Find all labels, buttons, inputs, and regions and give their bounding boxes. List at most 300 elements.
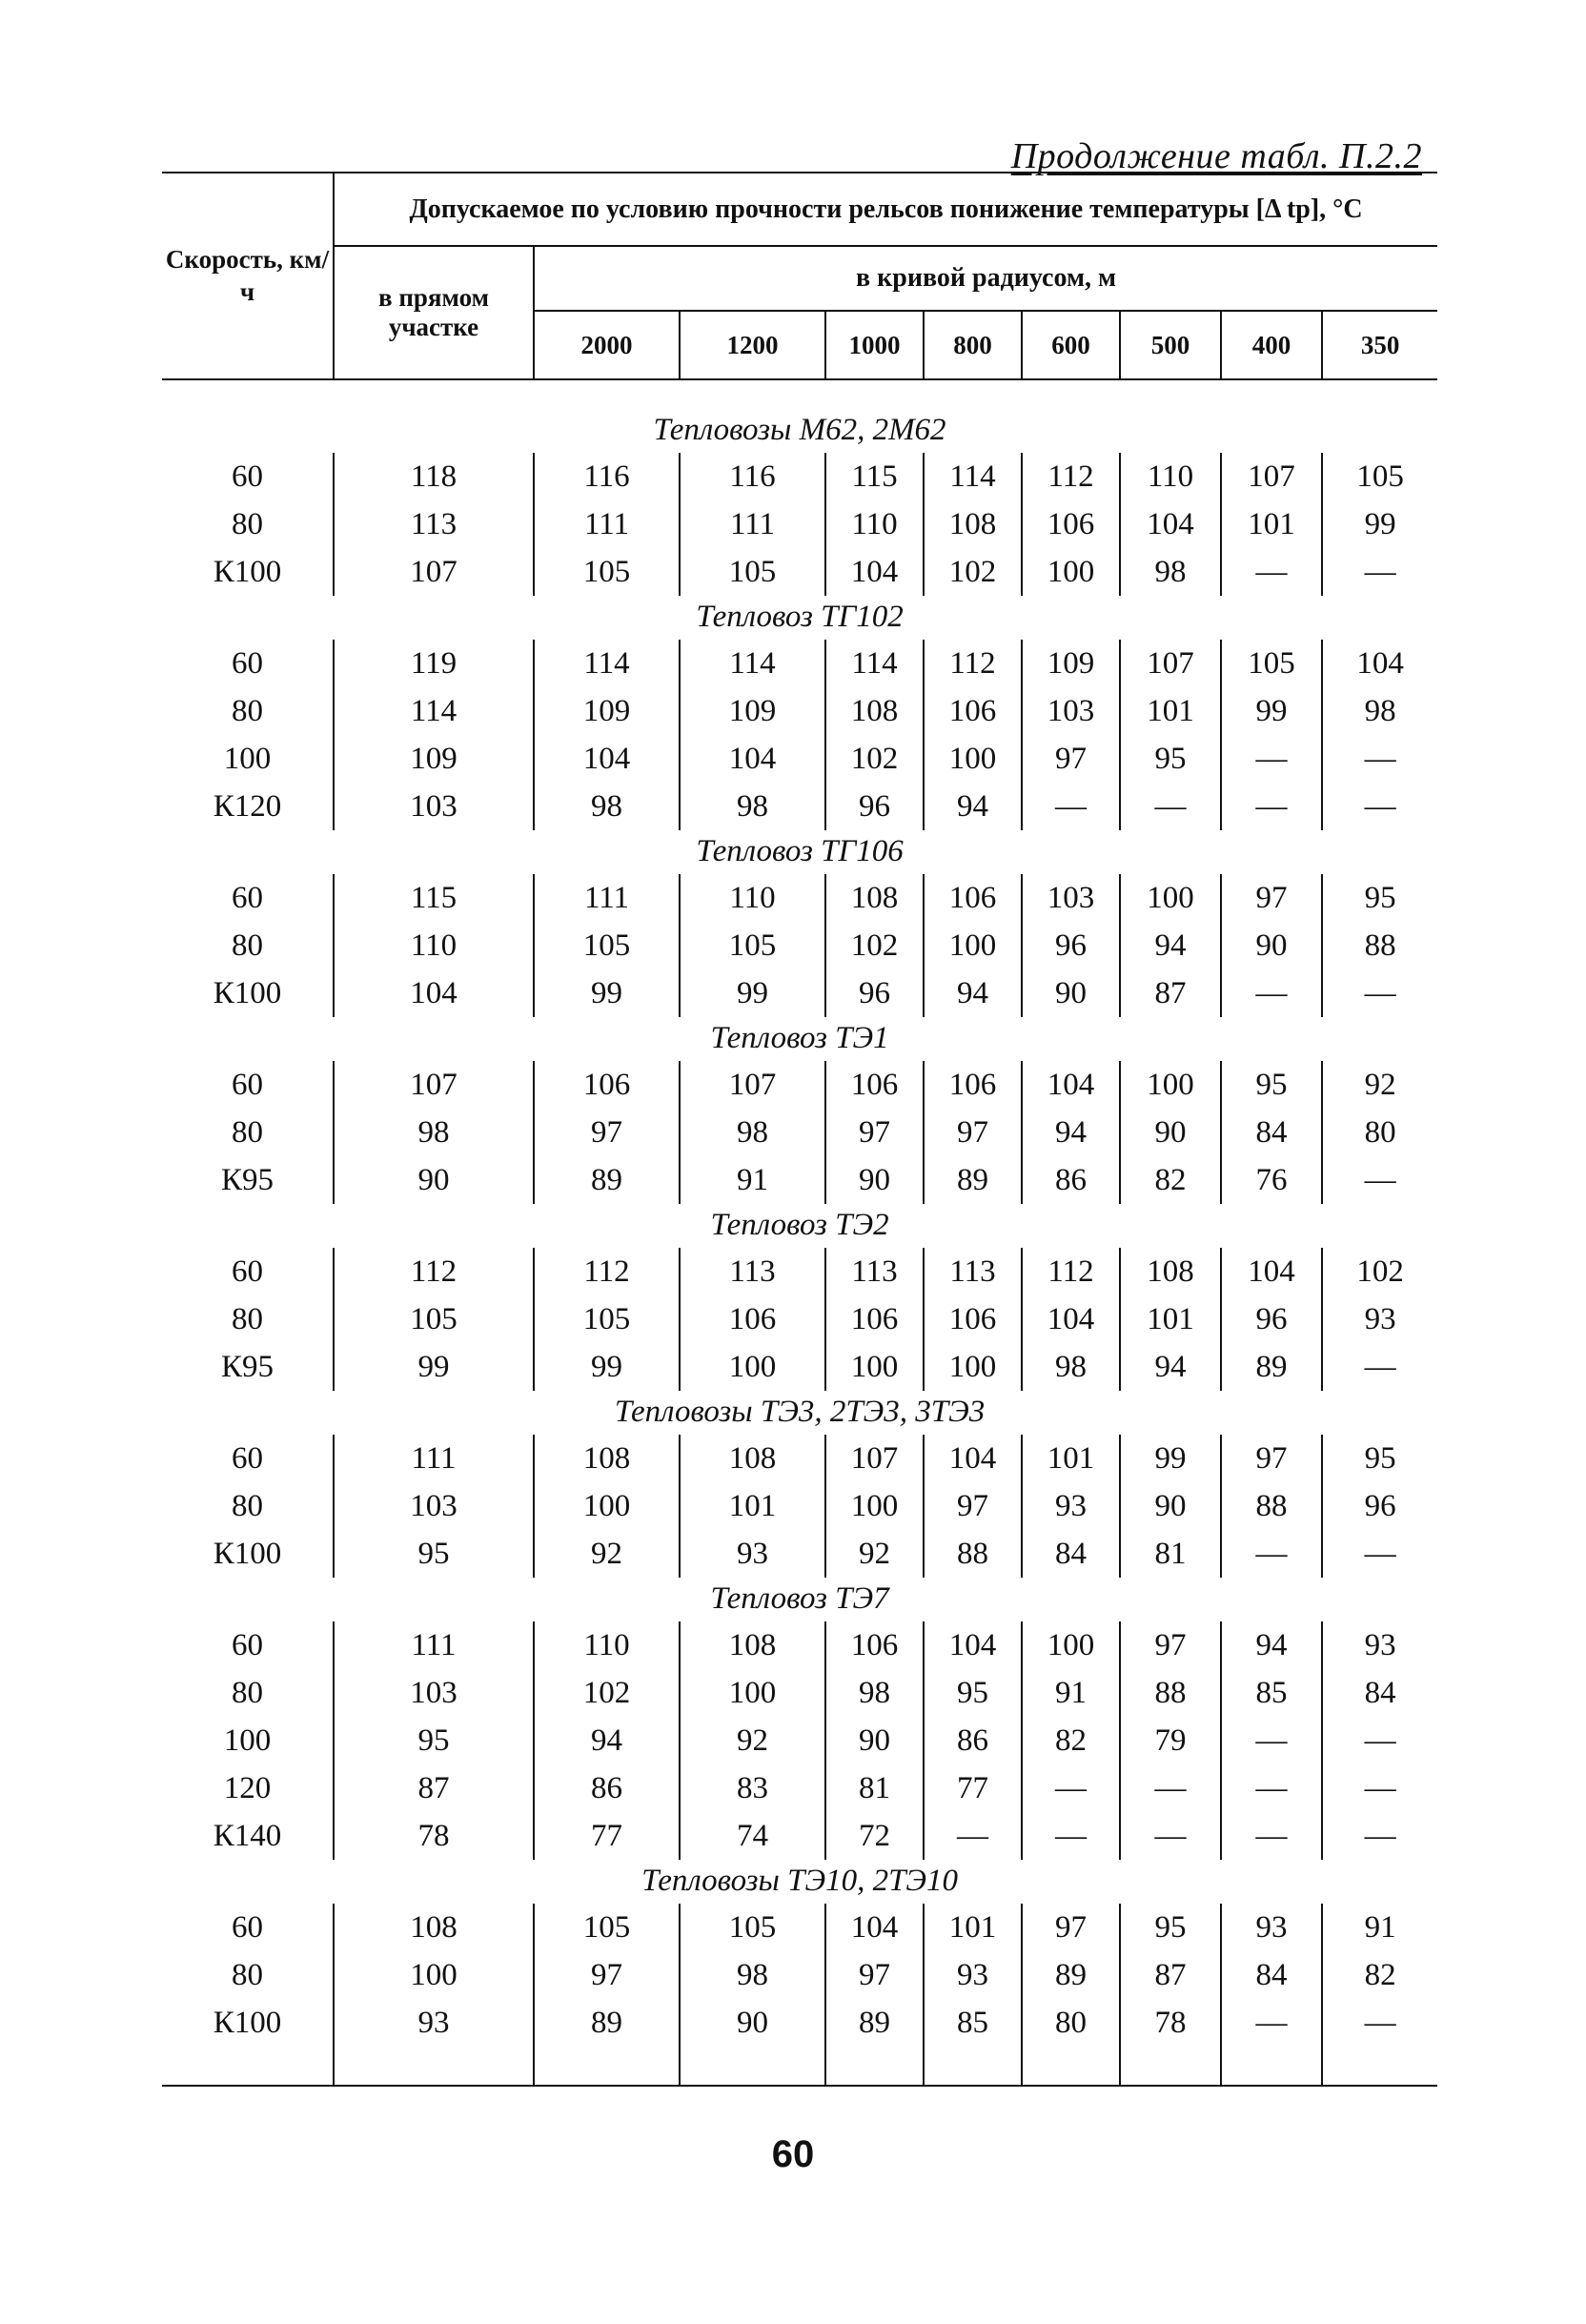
value-cell: 96 — [825, 969, 924, 1017]
header-radius: 1200 — [680, 311, 825, 379]
value-cell: — — [1221, 1999, 1322, 2047]
table-row — [162, 548, 1437, 596]
group-header-row — [162, 1204, 1437, 1248]
value-cell: 104 — [924, 1435, 1022, 1482]
table-row — [162, 1530, 1437, 1578]
value-cell: 114 — [334, 687, 534, 735]
table-row — [162, 922, 1437, 969]
value-cell: 114 — [825, 640, 924, 687]
value-cell: 104 — [825, 1904, 924, 1951]
value-cell: 86 — [534, 1764, 680, 1812]
value-cell: 96 — [1221, 1295, 1322, 1343]
value-cell: 78 — [334, 1812, 534, 1860]
table-row — [162, 500, 1437, 548]
value-cell: 119 — [334, 640, 534, 687]
value-cell: 100 — [1022, 1621, 1120, 1669]
value-cell: 93 — [1221, 1904, 1322, 1951]
value-cell: 94 — [1120, 922, 1221, 969]
value-cell: 108 — [534, 1435, 680, 1482]
value-cell: 82 — [1322, 1951, 1437, 1999]
value-cell: 89 — [924, 1156, 1022, 1204]
speed-cell: 80 — [232, 506, 263, 541]
value-cell: 90 — [825, 1717, 924, 1764]
group-title: Тепловоз ТЭ1 — [710, 1020, 889, 1055]
value-cell: 84 — [1221, 1951, 1322, 1999]
group-header-row — [162, 1860, 1437, 1904]
header-straight: в прямом участке — [334, 246, 534, 379]
value-cell: 94 — [924, 783, 1022, 830]
value-cell: 85 — [1221, 1669, 1322, 1717]
value-cell: 86 — [924, 1717, 1022, 1764]
value-cell: 115 — [825, 453, 924, 500]
speed-cell: К120 — [213, 788, 282, 824]
value-cell: 111 — [680, 500, 825, 548]
value-cell: 87 — [334, 1764, 534, 1812]
value-cell: 108 — [334, 1904, 534, 1951]
value-cell: 109 — [534, 687, 680, 735]
value-cell: 90 — [1022, 969, 1120, 1017]
value-cell: 102 — [825, 922, 924, 969]
value-cell: 106 — [924, 687, 1022, 735]
value-cell: 88 — [924, 1530, 1022, 1578]
value-cell: — — [1322, 1156, 1437, 1204]
header-spacer — [162, 379, 1437, 409]
value-cell: 95 — [1120, 1904, 1221, 1951]
value-cell: 108 — [825, 874, 924, 922]
header-radius: 500 — [1120, 311, 1221, 379]
value-cell: 101 — [1120, 1295, 1221, 1343]
value-cell: 100 — [1120, 874, 1221, 922]
value-cell: 84 — [1022, 1530, 1120, 1578]
value-cell: 84 — [1221, 1109, 1322, 1156]
value-cell: 94 — [1120, 1343, 1221, 1391]
value-cell: 102 — [534, 1669, 680, 1717]
value-cell: 113 — [680, 1248, 825, 1295]
table-row — [162, 1951, 1437, 1999]
group-title: Тепловозы ТЭ10, 2ТЭ10 — [641, 1863, 959, 1898]
value-cell: 95 — [1322, 1435, 1437, 1482]
table-row — [162, 453, 1437, 500]
value-cell: 105 — [680, 922, 825, 969]
value-cell: 91 — [1322, 1904, 1437, 1951]
value-cell: 91 — [680, 1156, 825, 1204]
speed-cell: К100 — [213, 554, 282, 589]
value-cell: 92 — [534, 1530, 680, 1578]
value-cell: 107 — [825, 1435, 924, 1482]
group-header-row — [162, 1578, 1437, 1621]
value-cell: 104 — [334, 969, 534, 1017]
value-cell: — — [1120, 1812, 1221, 1860]
value-cell: 99 — [534, 969, 680, 1017]
value-cell: 104 — [534, 735, 680, 783]
table-row — [162, 1248, 1437, 1295]
value-cell: 100 — [825, 1343, 924, 1391]
speed-cell: 80 — [232, 1488, 263, 1523]
value-cell: 95 — [924, 1669, 1022, 1717]
table-row — [162, 874, 1437, 922]
table-row — [162, 1435, 1437, 1482]
value-cell: 97 — [1221, 874, 1322, 922]
value-cell: — — [924, 1812, 1022, 1860]
value-cell: 87 — [1120, 1951, 1221, 1999]
table-row — [162, 1904, 1437, 1951]
value-cell: 105 — [334, 1295, 534, 1343]
value-cell: 107 — [1120, 640, 1221, 687]
value-cell: 92 — [825, 1530, 924, 1578]
table-row — [162, 1343, 1437, 1391]
value-cell: 90 — [825, 1156, 924, 1204]
value-cell: 106 — [534, 1061, 680, 1109]
value-cell: 99 — [534, 1343, 680, 1391]
value-cell: 92 — [680, 1717, 825, 1764]
table-row — [162, 1717, 1437, 1764]
value-cell: 99 — [334, 1343, 534, 1391]
value-cell: 100 — [680, 1669, 825, 1717]
value-cell: 110 — [334, 922, 534, 969]
value-cell: 97 — [1221, 1435, 1322, 1482]
table-row — [162, 1109, 1437, 1156]
value-cell: 101 — [924, 1904, 1022, 1951]
value-cell: 89 — [534, 1999, 680, 2047]
temperature-table — [162, 172, 1437, 2087]
speed-cell: 80 — [232, 1301, 263, 1336]
value-cell: — — [1322, 969, 1437, 1017]
value-cell: — — [1022, 1764, 1120, 1812]
value-cell: 108 — [680, 1621, 825, 1669]
value-cell: 100 — [334, 1951, 534, 1999]
value-cell: 104 — [924, 1621, 1022, 1669]
value-cell: 93 — [924, 1951, 1022, 1999]
value-cell: 99 — [1221, 687, 1322, 735]
value-cell: 104 — [1322, 640, 1437, 687]
value-cell: 100 — [924, 735, 1022, 783]
value-cell: 115 — [334, 874, 534, 922]
speed-cell: 80 — [232, 928, 263, 963]
value-cell: — — [1322, 548, 1437, 596]
value-cell: 114 — [680, 640, 825, 687]
value-cell: 98 — [534, 783, 680, 830]
value-cell: — — [1322, 1530, 1437, 1578]
value-cell: 93 — [680, 1530, 825, 1578]
value-cell: 109 — [1022, 640, 1120, 687]
value-cell: 74 — [680, 1812, 825, 1860]
value-cell: — — [1022, 1812, 1120, 1860]
speed-cell: К95 — [220, 1349, 274, 1384]
value-cell: — — [1322, 1717, 1437, 1764]
value-cell: 107 — [334, 1061, 534, 1109]
value-cell: 77 — [924, 1764, 1022, 1812]
value-cell: 108 — [825, 687, 924, 735]
speed-cell: 60 — [232, 1440, 263, 1476]
table-row — [162, 1764, 1437, 1812]
value-cell: 90 — [1221, 922, 1322, 969]
table-body — [162, 379, 1437, 2086]
value-cell: 89 — [825, 1999, 924, 2047]
value-cell: 105 — [680, 1904, 825, 1951]
value-cell: 83 — [680, 1764, 825, 1812]
group-header-row — [162, 409, 1437, 453]
value-cell: 105 — [534, 548, 680, 596]
value-cell: 98 — [1022, 1343, 1120, 1391]
value-cell: 82 — [1022, 1717, 1120, 1764]
value-cell: — — [1221, 548, 1322, 596]
table-row — [162, 687, 1437, 735]
value-cell: 82 — [1120, 1156, 1221, 1204]
value-cell: 97 — [534, 1109, 680, 1156]
value-cell: 112 — [534, 1248, 680, 1295]
header-curve: в кривой радиусом, м — [534, 246, 1437, 311]
table-row — [162, 1295, 1437, 1343]
value-cell: 100 — [924, 922, 1022, 969]
value-cell: 103 — [1022, 687, 1120, 735]
value-cell: 109 — [680, 687, 825, 735]
value-cell: 84 — [1322, 1669, 1437, 1717]
speed-cell: 60 — [232, 1067, 263, 1102]
value-cell: — — [1322, 735, 1437, 783]
value-cell: 80 — [1022, 1999, 1120, 2047]
value-cell: 90 — [1120, 1109, 1221, 1156]
speed-cell: 60 — [232, 1909, 263, 1945]
value-cell: 97 — [924, 1109, 1022, 1156]
group-title: Тепловозы ТЭ3, 2ТЭ3, 3ТЭ3 — [614, 1394, 986, 1429]
value-cell: 81 — [825, 1764, 924, 1812]
value-cell: — — [1322, 783, 1437, 830]
value-cell: 98 — [1120, 548, 1221, 596]
value-cell: 97 — [534, 1951, 680, 1999]
value-cell: 94 — [924, 969, 1022, 1017]
group-title: Тепловоз ТЭ2 — [710, 1207, 889, 1242]
value-cell: 106 — [924, 1295, 1022, 1343]
value-cell: — — [1022, 783, 1120, 830]
group-header-row — [162, 1391, 1437, 1435]
value-cell: 106 — [1022, 500, 1120, 548]
value-cell: 96 — [1322, 1482, 1437, 1530]
table-continuation-caption: Продолжение табл. П.2.2 — [1010, 136, 1422, 176]
value-cell: 105 — [1221, 640, 1322, 687]
speed-cell: К95 — [220, 1162, 274, 1197]
value-cell: — — [1221, 969, 1322, 1017]
speed-cell: 120 — [223, 1770, 272, 1805]
group-title: Тепловозы М62, 2М62 — [653, 412, 946, 447]
value-cell: 108 — [924, 500, 1022, 548]
value-cell: 102 — [825, 735, 924, 783]
speed-cell: 80 — [232, 693, 263, 728]
value-cell: 104 — [1221, 1248, 1322, 1295]
speed-cell: К100 — [213, 1536, 282, 1571]
table-row — [162, 640, 1437, 687]
value-cell: 95 — [1120, 735, 1221, 783]
speed-cell: 60 — [232, 645, 263, 681]
table-row — [162, 1669, 1437, 1717]
header-radius: 1000 — [825, 311, 924, 379]
table-header — [162, 173, 1437, 379]
header-radius: 2000 — [534, 311, 680, 379]
group-header-row — [162, 596, 1437, 640]
header-radius: 600 — [1022, 311, 1120, 379]
bottom-rule — [162, 2047, 1437, 2086]
header-radius: 400 — [1221, 311, 1322, 379]
value-cell: 99 — [680, 969, 825, 1017]
value-cell: 106 — [825, 1621, 924, 1669]
value-cell: 101 — [1022, 1435, 1120, 1482]
value-cell: — — [1221, 1717, 1322, 1764]
value-cell: 93 — [1322, 1295, 1437, 1343]
speed-cell: 80 — [232, 1675, 263, 1710]
value-cell: 96 — [1022, 922, 1120, 969]
value-cell: 98 — [680, 783, 825, 830]
value-cell: 105 — [534, 1295, 680, 1343]
group-header-row — [162, 830, 1437, 874]
value-cell: 94 — [1221, 1621, 1322, 1669]
value-cell: 94 — [534, 1717, 680, 1764]
value-cell: 77 — [534, 1812, 680, 1860]
value-cell: 110 — [680, 874, 825, 922]
value-cell: 113 — [825, 1248, 924, 1295]
value-cell: 97 — [1022, 735, 1120, 783]
value-cell: 88 — [1120, 1669, 1221, 1717]
value-cell: 93 — [334, 1999, 534, 2047]
value-cell: 114 — [534, 640, 680, 687]
value-cell: 106 — [825, 1061, 924, 1109]
value-cell: 118 — [334, 453, 534, 500]
value-cell: 90 — [680, 1999, 825, 2047]
value-cell: 97 — [825, 1109, 924, 1156]
value-cell: 101 — [1120, 687, 1221, 735]
value-cell: 100 — [534, 1482, 680, 1530]
value-cell: 111 — [534, 500, 680, 548]
page-number: 60 — [771, 2133, 815, 2175]
table-row — [162, 735, 1437, 783]
value-cell: 112 — [334, 1248, 534, 1295]
group-title: Тепловоз ТГ102 — [696, 599, 904, 634]
value-cell: 104 — [1120, 500, 1221, 548]
speed-cell: 60 — [232, 880, 263, 915]
table-row — [162, 783, 1437, 830]
speed-cell: 100 — [223, 741, 272, 776]
value-cell: 107 — [334, 548, 534, 596]
value-cell: 114 — [924, 453, 1022, 500]
value-cell: 98 — [334, 1109, 534, 1156]
value-cell: 116 — [534, 453, 680, 500]
table-row — [162, 1999, 1437, 2047]
value-cell: 81 — [1120, 1530, 1221, 1578]
value-cell: 110 — [825, 500, 924, 548]
value-cell: 100 — [680, 1343, 825, 1391]
value-cell: 102 — [1322, 1248, 1437, 1295]
value-cell: 98 — [680, 1951, 825, 1999]
speed-cell: 60 — [232, 1254, 263, 1289]
speed-cell: 60 — [232, 459, 263, 494]
value-cell: — — [1221, 1530, 1322, 1578]
group-header-row — [162, 1017, 1437, 1061]
value-cell: 100 — [1120, 1061, 1221, 1109]
value-cell: 103 — [334, 783, 534, 830]
value-cell: 97 — [1120, 1621, 1221, 1669]
value-cell: 103 — [1022, 874, 1120, 922]
table-row — [162, 1621, 1437, 1669]
value-cell: 100 — [1022, 548, 1120, 596]
value-cell: — — [1322, 1343, 1437, 1391]
value-cell: 76 — [1221, 1156, 1322, 1204]
value-cell: 97 — [1022, 1904, 1120, 1951]
value-cell: 104 — [1022, 1061, 1120, 1109]
value-cell: 105 — [680, 548, 825, 596]
value-cell: 89 — [1221, 1343, 1322, 1391]
value-cell: 106 — [924, 1061, 1022, 1109]
value-cell: 100 — [924, 1343, 1022, 1391]
value-cell: 88 — [1221, 1482, 1322, 1530]
value-cell: 104 — [825, 548, 924, 596]
value-cell: 110 — [534, 1621, 680, 1669]
table-row — [162, 969, 1437, 1017]
speed-cell: К100 — [213, 975, 282, 1010]
value-cell: 87 — [1120, 969, 1221, 1017]
value-cell: — — [1120, 783, 1221, 830]
value-cell: 113 — [334, 500, 534, 548]
value-cell: — — [1322, 1812, 1437, 1860]
value-cell: 107 — [680, 1061, 825, 1109]
value-cell: 95 — [334, 1530, 534, 1578]
value-cell: 106 — [680, 1295, 825, 1343]
value-cell: — — [1120, 1764, 1221, 1812]
value-cell: 108 — [680, 1435, 825, 1482]
value-cell: 103 — [334, 1482, 534, 1530]
value-cell: 98 — [825, 1669, 924, 1717]
table-row — [162, 1482, 1437, 1530]
value-cell: — — [1221, 783, 1322, 830]
value-cell: — — [1322, 1999, 1437, 2047]
value-cell: 104 — [680, 735, 825, 783]
header-speed: Скорость, км/ч — [162, 173, 334, 379]
value-cell: 100 — [825, 1482, 924, 1530]
value-cell: 99 — [1322, 500, 1437, 548]
value-cell: 89 — [1022, 1951, 1120, 1999]
header-radius: 350 — [1322, 311, 1437, 379]
value-cell: 97 — [924, 1482, 1022, 1530]
table-row — [162, 1061, 1437, 1109]
value-cell: 99 — [1120, 1435, 1221, 1482]
value-cell: 108 — [1120, 1248, 1221, 1295]
group-title: Тепловоз ТГ106 — [696, 833, 904, 868]
speed-cell: К100 — [213, 2005, 282, 2040]
value-cell: 93 — [1022, 1482, 1120, 1530]
header-main: Допускаемое по условию прочности рельсов понижение температуры [Δ tр], °С — [334, 173, 1437, 246]
value-cell: 103 — [334, 1669, 534, 1717]
value-cell: 111 — [334, 1435, 534, 1482]
value-cell: — — [1221, 1764, 1322, 1812]
value-cell: 93 — [1322, 1621, 1437, 1669]
value-cell: 113 — [924, 1248, 1022, 1295]
value-cell: — — [1221, 1812, 1322, 1860]
value-cell: 112 — [1022, 453, 1120, 500]
value-cell: — — [1221, 735, 1322, 783]
value-cell: 97 — [825, 1951, 924, 1999]
value-cell: 95 — [334, 1717, 534, 1764]
value-cell: 80 — [1322, 1109, 1437, 1156]
speed-cell: 60 — [232, 1627, 263, 1662]
value-cell: 72 — [825, 1812, 924, 1860]
value-cell: 106 — [825, 1295, 924, 1343]
value-cell: 89 — [534, 1156, 680, 1204]
value-cell: — — [1322, 1764, 1437, 1812]
value-cell: 91 — [1022, 1669, 1120, 1717]
value-cell: 116 — [680, 453, 825, 500]
speed-cell: 80 — [232, 1957, 263, 1992]
group-title: Тепловоз ТЭ7 — [710, 1580, 889, 1616]
value-cell: 90 — [1120, 1482, 1221, 1530]
value-cell: 106 — [924, 874, 1022, 922]
value-cell: 112 — [924, 640, 1022, 687]
